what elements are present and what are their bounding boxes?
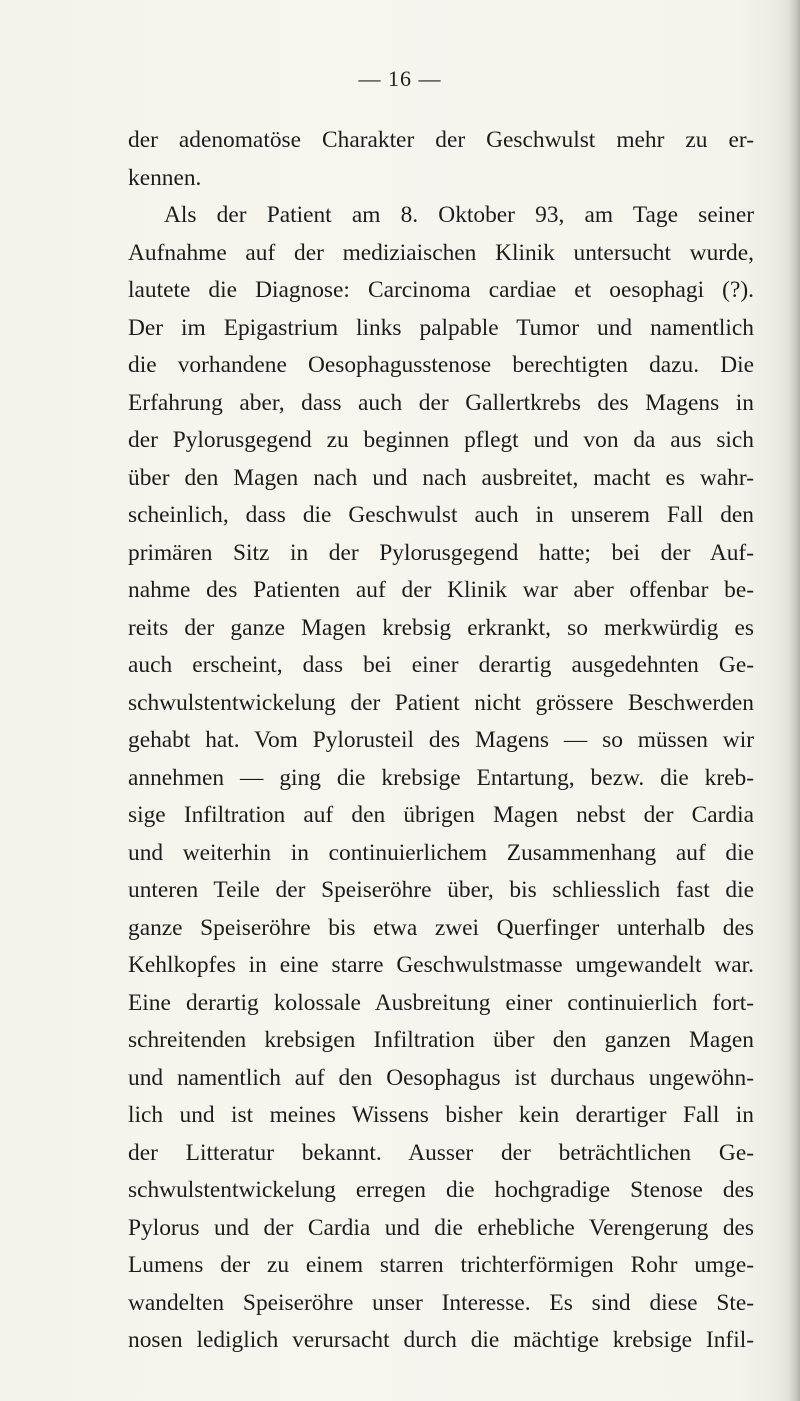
text-line: unteren Teile der Speiseröhre über, bis schliesslich fast die: [128, 877, 754, 903]
text-line: nosen lediglich verursacht durch die mächtige krebsige Infil-: [128, 1327, 754, 1353]
text-line: sige Infiltration auf den übrigen Magen nebst der Cardia: [128, 802, 754, 828]
text-line: Erfahrung aber, dass auch der Gallertkrebs des Magens in: [128, 389, 754, 416]
text-line: reits der ganze Magen krebsig erkrankt, so merkwürdig es: [128, 614, 754, 641]
text-line: lich und ist meines Wissens bisher kein derartiger Fall in: [128, 1102, 754, 1128]
text-line: der Pylorusgegend zu beginnen pflegt und von da aus sich: [128, 427, 754, 453]
text-line: nahme des Patienten auf der Klinik war aber offenbar be-: [128, 577, 754, 603]
text-line: Aufnahme auf der mediziaischen Klinik untersucht wurde,: [128, 239, 754, 266]
text-line: gehabt hat. Vom Pylorusteil des Magens — so müssen wir: [128, 727, 754, 753]
text-line: schwulstentwickelung erregen die hochgradige Stenose des: [128, 1177, 754, 1203]
text-line: Pylorus und der Cardia und die erhebliche Verengerung des: [128, 1214, 754, 1241]
text-line: ganze Speiseröhre bis etwa zwei Querfinger unterhalb des: [128, 914, 754, 941]
page-edge-shadow: [788, 0, 800, 1401]
text-line: und namentlich auf den Oesophagus ist durchaus ungewöhn-: [128, 1064, 754, 1091]
text-line: schwulstentwickelung der Patient nicht grössere Beschwerden: [128, 689, 754, 716]
text-line: schreitenden krebsigen Infiltration über den ganzen Magen: [128, 1027, 754, 1053]
text-line: Der im Epigastrium links palpable Tumor und namentlich: [128, 314, 754, 341]
text-line: über den Magen nach und nach ausbreitet, macht es wahr-: [128, 464, 754, 491]
text-line: Lumens der zu einem starren trichterförmigen Rohr umge-: [128, 1252, 754, 1278]
text-line: scheinlich, dass die Geschwulst auch in unserem Fall den: [128, 502, 754, 528]
text-line: die vorhandene Oesophagusstenose berechtigten dazu. Die: [128, 352, 754, 378]
text-line: Eine derartig kolossale Ausbreitung einer continuierlich fort-: [128, 989, 754, 1016]
text-line: lautete die Diagnose: Carcinoma cardiae et oesophagi (?).: [128, 277, 754, 303]
text-line: primären Sitz in der Pylorusgegend hatte; bei der Auf-: [128, 539, 754, 566]
text-line: auch erscheint, dass bei einer derartig ausgedehnten Ge-: [128, 652, 754, 678]
text-line: Kehlkopfes in eine starre Geschwulstmasse umgewandelt war.: [128, 952, 754, 978]
text-line: annehmen — ging die krebsige Entartung, bezw. die kreb-: [128, 764, 754, 791]
text-line: kennen.: [128, 164, 202, 191]
text-line: und weiterhin in continuierlichem Zusammenhang auf die: [128, 839, 754, 866]
text-line: der adenomatöse Charakter der Geschwulst mehr zu er-: [128, 127, 754, 153]
page-number: — 16 —: [358, 66, 442, 91]
text-line: wandelten Speiseröhre unser Interesse. Es sind diese Ste-: [128, 1289, 754, 1316]
body-text: [128, 122, 754, 1360]
text-line: der Litteratur bekannt. Ausser der beträchtlichen Ge-: [128, 1139, 754, 1166]
text-line: Als der Patient am 8. Oktober 93, am Tage seiner: [164, 202, 754, 228]
